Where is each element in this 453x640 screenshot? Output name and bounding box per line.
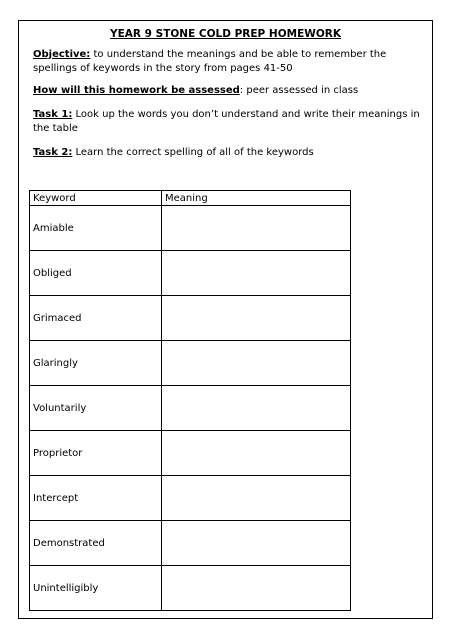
task2-paragraph xyxy=(33,146,425,160)
meaning-cell[interactable] xyxy=(162,476,351,521)
meaning-cell[interactable] xyxy=(162,251,351,296)
task1-paragraph xyxy=(33,108,425,136)
meaning-cell[interactable] xyxy=(162,206,351,251)
keyword-cell: Demonstrated xyxy=(30,521,162,566)
objective-label: Objective: xyxy=(33,49,91,60)
keyword-cell: Voluntarily xyxy=(30,386,162,431)
assessment-label: How will this homework be assessed xyxy=(33,85,240,96)
table-row xyxy=(30,251,351,296)
table-row xyxy=(30,341,351,386)
meaning-cell[interactable] xyxy=(162,431,351,476)
meaning-cell[interactable] xyxy=(162,386,351,431)
meaning-cell[interactable] xyxy=(162,341,351,386)
objective-text: to understand the meanings and be able to remember the spellings of keywords in the story from pages 41-50 xyxy=(33,49,387,74)
meaning-cell[interactable] xyxy=(162,296,351,341)
table-row xyxy=(30,386,351,431)
assessment-text: : peer assessed in class xyxy=(239,85,359,96)
table-row xyxy=(30,296,351,341)
task2-text: Learn the correct spelling of all of the keywords xyxy=(72,147,314,158)
objective-paragraph xyxy=(33,48,425,76)
table-row xyxy=(30,476,351,521)
task1-label: Task 1: xyxy=(33,109,73,120)
table-row xyxy=(30,566,351,611)
table-row xyxy=(30,521,351,566)
keyword-cell: Obliged xyxy=(30,251,162,296)
table-row xyxy=(30,431,351,476)
header-meaning: Meaning xyxy=(162,191,351,206)
table-row xyxy=(30,206,351,251)
keyword-cell: Unintelligibly xyxy=(30,566,162,611)
assessment-paragraph xyxy=(33,84,425,98)
header-keyword: Keyword xyxy=(30,191,162,206)
task2-label: Task 2: xyxy=(33,147,73,158)
page-title: YEAR 9 STONE COLD PREP HOMEWORK xyxy=(110,28,341,40)
keyword-cell: Grimaced xyxy=(30,296,162,341)
meaning-cell[interactable] xyxy=(162,566,351,611)
keyword-cell: Amiable xyxy=(30,206,162,251)
keyword-cell: Glaringly xyxy=(30,341,162,386)
table-header-row xyxy=(30,191,351,206)
keyword-cell: Intercept xyxy=(30,476,162,521)
task1-text: Look up the words you don’t understand and write their meanings in the table xyxy=(33,109,420,134)
keyword-table xyxy=(29,190,351,611)
meaning-cell[interactable] xyxy=(162,521,351,566)
keyword-cell: Proprietor xyxy=(30,431,162,476)
